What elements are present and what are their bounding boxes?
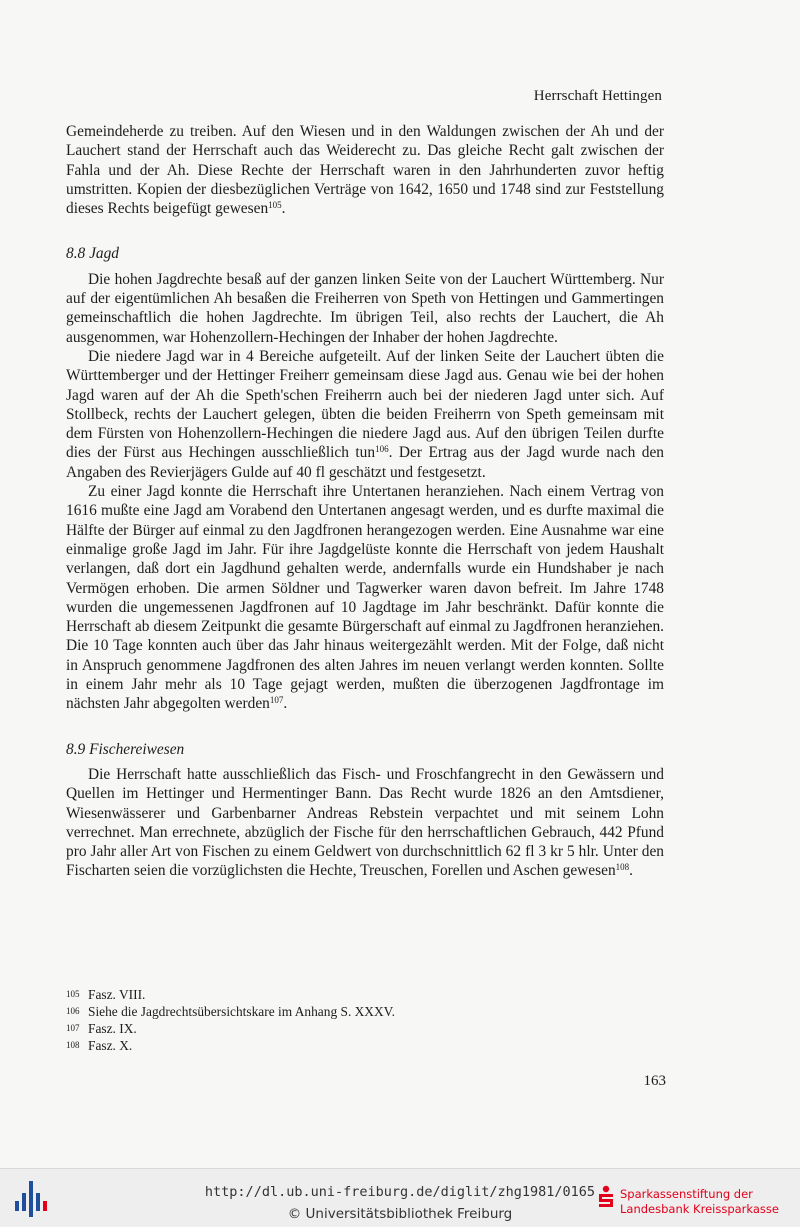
footnote-ref[interactable]: 108: [615, 862, 630, 873]
paragraph-text: .: [629, 862, 634, 880]
footnote: [66, 1037, 626, 1054]
paragraph: [66, 122, 664, 218]
footnote-number: 106: [66, 1006, 80, 1016]
paragraph-text: .: [281, 200, 286, 218]
footnote-number: 108: [66, 1040, 80, 1050]
paragraph: [66, 765, 664, 881]
footnote-text: Fasz. VIII.: [88, 987, 146, 1002]
footnote: [66, 1003, 626, 1020]
paragraph: Die hohen Jagdrechte besaß auf der ganzen linken Seite von der Lauchert Württemberg. Nur auf der eigentümlichen Ah besaßen die Freiherren von Speth von Hettingen und Gammertingen gemeinschaftlich die hohen Jagdrechte. Im übrigen Teil, also rechts der Lauchert, die Ah ausgenommen, war Hohenzollern-Hechingen der Inhaber der hohen Jagdrechte.: [66, 270, 664, 346]
body-text: [66, 122, 664, 881]
running-head: Herrschaft Hettingen: [533, 88, 662, 104]
footnote-text: Fasz. IX.: [88, 1021, 137, 1036]
paragraph: [66, 482, 664, 714]
footnote-ref[interactable]: 107: [269, 695, 284, 706]
footnote-text: Siehe die Jagdrechtsübersichtskare im Anhang S. XXXV.: [88, 1004, 395, 1019]
paragraph-text: . Der Ertrag aus der Jagd wurde nach den Angaben des Revierjägers Gulde auf 40 fl geschätzt und festgesetzt.: [66, 444, 664, 481]
paragraph-text: Gemeindeherde zu treiben. Auf den Wiesen und in den Waldungen zwischen der Ah und der Lauchert stand der Herrschaft auch das Weiderecht zu. Das gleiche Recht galt zwischen der Fahla und der Ah. Diese Rechte der Herrschaft waren in den Jahrhunderten zuvor heftig umstritten. Kopien der diesbezüglichen Verträge von 1642, 1650 und 1748 sind zur Feststellung dieses Rechts beigefügt gewesen: [66, 123, 664, 218]
footnote-ref[interactable]: 105: [268, 200, 282, 211]
viewer-footer: [0, 1168, 800, 1227]
sparkasse-s-icon: [596, 1185, 616, 1209]
section-heading: 8.9 Fischereiwesen: [66, 740, 185, 758]
footnote-ref[interactable]: 106: [375, 444, 389, 455]
footnote: [66, 986, 626, 1003]
footnote: [66, 1020, 626, 1037]
sponsor-text: [620, 1187, 779, 1217]
footnote-number: 105: [66, 989, 80, 999]
sponsor-line: Landesbank Kreissparkasse: [620, 1202, 779, 1216]
paragraph-text: Zu einer Jagd konnte die Herrschaft ihre Untertanen heranziehen. Nach einem Vertrag von 1616 mußte eine Jagd am Vorabend den Untertanen angesagt werden, und es durfte maximal die Hälfte der Bürger auf einmal zu den Jagdfronen herangezogen werden. Eine Ausnahme war eine einmalige große Jagd im Jahr. Für ihre Jagdgelüste konnte die Herrschaft von jedem Haushalt verlangen, daß dort ein Jagdhund gehalten werde, andernfalls wurde ein Hundshaber je nach Vermögen erhoben. Die armen Söldner und Tagwerker waren davon befreit. Im Jahre 1748 wurden die ungemessenen Jagdfronen auf 10 Jagdtage im Jahr beschränkt. Dafür konnte die Herrschaft ab diesem Zeitpunkt die gesamte Bürgerschaft auf einmal zu Jagdfronen heranziehen. Die 10 Tage konnten auch über das Jahr hinaus weitergezählt werden. Mit der Folge, daß nicht in Anspruch genommene Jagdfronen des alten Jahres im neuen verlangt werden konnten. Sollte in einem Jahr mehr als 10 Tage gejagt werden, mußten die überzogenen Jagdfrontage im nächsten Jahr abgegolten werden: [66, 483, 664, 713]
footnotes: [66, 986, 626, 1054]
section-heading: 8.8 Jagd: [66, 245, 120, 263]
paragraph-text: Die Herrschaft hatte ausschließlich das Fisch- und Froschfangrecht in den Gewässern und Quellen im Hettinger und Hermentinger Bann. Das Recht wurde 1826 an den Amtsdiener, Wiesenwässerer und Garbenbarner Andreas Rebstein verpachtet und mit seinem Lohn verrechnet. Man errechnete, abzüglich der Fische für den herrschaftlichen Gebrauch, 442 Pfund pro Jahr aller Art von Fischen zu einem Geldwert von durchschnittlich 62 fl 3 kr 5 hlr. Unter den Fischarten seien die vorzüglichsten die Hechte, Treuschen, Forellen und Aschen gewesen: [66, 765, 664, 880]
paragraph: [66, 347, 664, 482]
paragraph-text: .: [283, 695, 288, 713]
document-url-link[interactable]: http://dl.ub.uni-freiburg.de/diglit/zhg1981/0165: [204, 1184, 596, 1200]
sparkasse-logo[interactable]: [596, 1179, 796, 1219]
paragraph-text: Die niedere Jagd war in 4 Bereiche aufgeteilt. Auf der linken Seite der Lauchert übten die Württemberger und der Hettinger Freiherr gemeinsam diese Jagd aus. Genau wie bei der hohen Jagd waren auf der Ah die Speth'schen Freiherrn auch bei der niederen Jagd unter sich. Auf Stollbeck, rechts der Lauchert gelegen, übten die beiden Freiherrn von Speth gemeinsam mit dem Fürsten von Hohenzollern-Hechingen die niedere Jagd aus. Auf den übrigen Teilen durfte dies der Fürst aus Hechingen ausschließlich tun: [66, 347, 664, 462]
footnote-text: Fasz. X.: [88, 1038, 133, 1053]
sponsor-line: Sparkassenstiftung der: [620, 1187, 753, 1201]
copyright-text: © Universitätsbibliothek Freiburg: [287, 1206, 513, 1222]
footnote-number: 107: [66, 1023, 80, 1033]
page-number: 163: [643, 1073, 666, 1089]
